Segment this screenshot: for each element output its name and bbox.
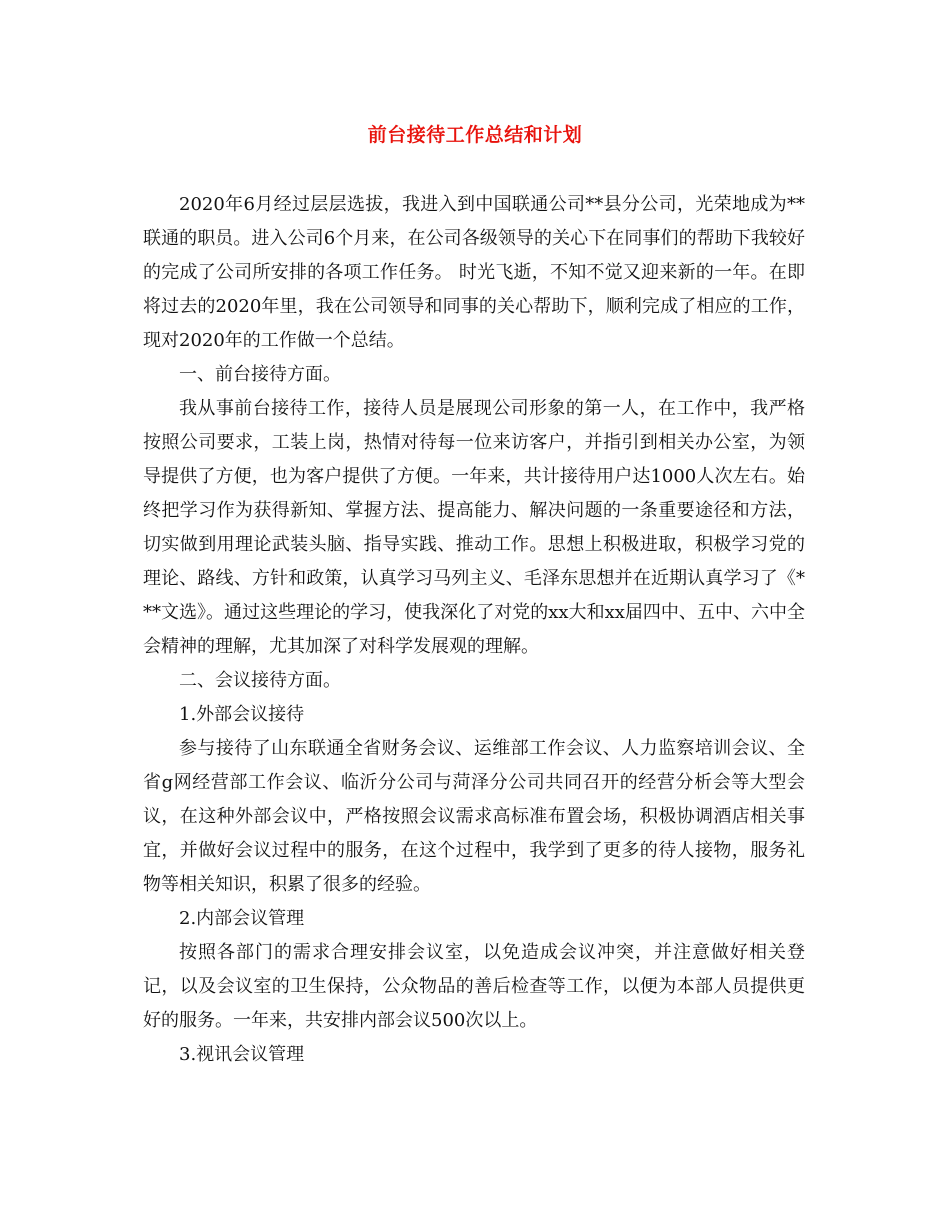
paragraph-internal-meetings: 按照各部门的需求合理安排会议室，以免造成会议冲突，并注意做好相关登记，以及会议室的卫生保持，公众物品的善后检查等工作，以便为本部人员提供更好的服务。一年来，共安排内部会议500次以上。	[143, 942, 805, 1031]
document-title: 前台接待工作总结和计划	[367, 124, 583, 146]
paragraph-external-meetings: 参与接待了山东联通全省财务会议、运维部工作会议、人力监察培训会议、全省g网经营部工作会议、临沂分公司与菏泽分公司共同召开的经营分析会等大型会议，在这种外部会议中，严格按照会议需求高标准布置会场，积极协调酒店相关事宜，并做好会议过程中的服务，在这个过程中，我学到了更多的待人接物，服务礼物等相关知识，积累了很多的经验。	[143, 738, 805, 895]
section-heading-reception: 一、前台接待方面。	[179, 364, 341, 385]
section-heading-meetings: 二、会议接待方面。	[179, 670, 341, 691]
paragraph-intro: 2020年6月经过层层选拔，我进入到中国联通公司**县分公司，光荣地成为**联通的职员。进入公司6个月来，在公司各级领导的关心下在同事们的帮助下我较好的完成了公司所安排的各项工作任务。 时光飞逝，不知不觉又迎来新的一年。在即将过去的2020年里，我在公司领导和同事的关心帮助下，顺利完成了相应的工作，现对2020年的工作做一个总结。	[143, 194, 805, 351]
subheading-external-meetings: 1.外部会议接待	[179, 704, 305, 725]
paragraph-reception: 我从事前台接待工作，接待人员是展现公司形象的第一人，在工作中，我严格按照公司要求，工装上岗，热情对待每一位来访客户，并指引到相关办公室，为领导提供了方便，也为客户提供了方便。一年来，共计接待用户达1000人次左右。始终把学习作为获得新知、掌握方法、提高能力、解决问题的一条重要途径和方法，切实做到用理论武装头脑、指导实践、推动工作。思想上积极进取，积极学习党的理论、路线、方针和政策，认真学习马列主义、毛泽东思想并在近期认真学习了《***文选》。通过这些理论的学习，使我深化了对党的xx大和xx届四中、五中、六中全会精神的理解，尤其加深了对科学发展观的理解。	[143, 398, 805, 657]
document-body	[143, 188, 805, 1072]
subheading-internal-meetings: 2.内部会议管理	[179, 908, 305, 929]
subheading-video-meetings: 3.视讯会议管理	[179, 1044, 305, 1065]
